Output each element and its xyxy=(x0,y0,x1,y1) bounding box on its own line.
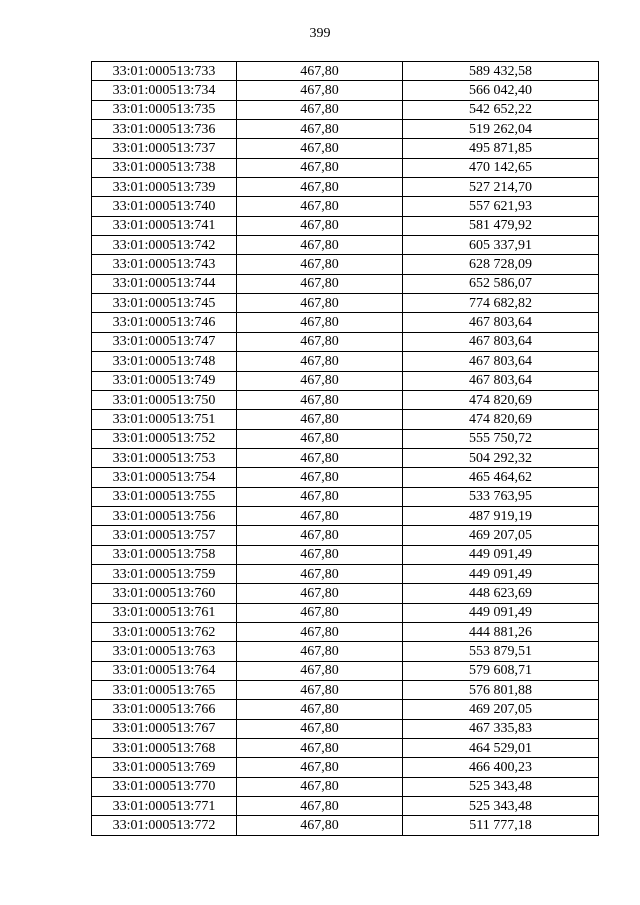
cadastral-number-cell: 33:01:000513:759 xyxy=(92,564,237,583)
table-row xyxy=(92,797,599,816)
value-cell: 467 803,64 xyxy=(403,352,599,371)
value-cell: 467 803,64 xyxy=(403,332,599,351)
area-cell: 467,80 xyxy=(237,545,403,564)
cadastral-number-cell: 33:01:000513:740 xyxy=(92,197,237,216)
cadastral-number-cell: 33:01:000513:736 xyxy=(92,120,237,139)
cadastral-number-cell: 33:01:000513:768 xyxy=(92,739,237,758)
area-cell: 467,80 xyxy=(237,139,403,158)
table-row xyxy=(92,506,599,525)
area-cell: 467,80 xyxy=(237,758,403,777)
area-cell: 467,80 xyxy=(237,642,403,661)
area-cell: 467,80 xyxy=(237,622,403,641)
cadastral-number-cell: 33:01:000513:742 xyxy=(92,236,237,255)
value-cell: 525 343,48 xyxy=(403,797,599,816)
area-cell: 467,80 xyxy=(237,487,403,506)
table-row xyxy=(92,487,599,506)
value-cell: 487 919,19 xyxy=(403,506,599,525)
cadastral-number-cell: 33:01:000513:771 xyxy=(92,797,237,816)
cadastral-number-cell: 33:01:000513:756 xyxy=(92,506,237,525)
cadastral-number-cell: 33:01:000513:765 xyxy=(92,681,237,700)
area-cell: 467,80 xyxy=(237,584,403,603)
cadastral-number-cell: 33:01:000513:745 xyxy=(92,294,237,313)
cadastral-number-cell: 33:01:000513:751 xyxy=(92,410,237,429)
value-cell: 449 091,49 xyxy=(403,545,599,564)
table-row xyxy=(92,681,599,700)
table-row xyxy=(92,777,599,796)
page-number: 399 xyxy=(309,26,331,41)
cadastral-number-cell: 33:01:000513:769 xyxy=(92,758,237,777)
table-row xyxy=(92,236,599,255)
table-row xyxy=(92,816,599,835)
cadastral-number-cell: 33:01:000513:764 xyxy=(92,661,237,680)
cadastral-number-cell: 33:01:000513:744 xyxy=(92,274,237,293)
table-row xyxy=(92,371,599,390)
area-cell: 467,80 xyxy=(237,158,403,177)
table-row xyxy=(92,100,599,119)
value-cell: 464 529,01 xyxy=(403,739,599,758)
area-cell: 467,80 xyxy=(237,719,403,738)
area-cell: 467,80 xyxy=(237,197,403,216)
area-cell: 467,80 xyxy=(237,564,403,583)
area-cell: 467,80 xyxy=(237,255,403,274)
value-cell: 444 881,26 xyxy=(403,622,599,641)
table-row xyxy=(92,719,599,738)
cadastral-number-cell: 33:01:000513:739 xyxy=(92,178,237,197)
value-cell: 469 207,05 xyxy=(403,700,599,719)
table-row xyxy=(92,158,599,177)
value-cell: 553 879,51 xyxy=(403,642,599,661)
table-row xyxy=(92,178,599,197)
area-cell: 467,80 xyxy=(237,700,403,719)
cadastral-number-cell: 33:01:000513:746 xyxy=(92,313,237,332)
area-cell: 467,80 xyxy=(237,429,403,448)
value-cell: 495 871,85 xyxy=(403,139,599,158)
cadastral-number-cell: 33:01:000513:762 xyxy=(92,622,237,641)
cadastral-number-cell: 33:01:000513:757 xyxy=(92,526,237,545)
table-row xyxy=(92,197,599,216)
cadastral-number-cell: 33:01:000513:761 xyxy=(92,603,237,622)
area-cell: 467,80 xyxy=(237,332,403,351)
table-row xyxy=(92,429,599,448)
value-cell: 465 464,62 xyxy=(403,468,599,487)
table-row xyxy=(92,642,599,661)
value-cell: 527 214,70 xyxy=(403,178,599,197)
area-cell: 467,80 xyxy=(237,274,403,293)
area-cell: 467,80 xyxy=(237,448,403,467)
table-row xyxy=(92,564,599,583)
area-cell: 467,80 xyxy=(237,62,403,81)
value-cell: 511 777,18 xyxy=(403,816,599,835)
table-row xyxy=(92,352,599,371)
area-cell: 467,80 xyxy=(237,120,403,139)
value-cell: 519 262,04 xyxy=(403,120,599,139)
cadastral-number-cell: 33:01:000513:767 xyxy=(92,719,237,738)
value-cell: 581 479,92 xyxy=(403,216,599,235)
table-row xyxy=(92,545,599,564)
value-cell: 605 337,91 xyxy=(403,236,599,255)
area-cell: 467,80 xyxy=(237,410,403,429)
table-row xyxy=(92,81,599,100)
area-cell: 467,80 xyxy=(237,100,403,119)
table-row xyxy=(92,294,599,313)
value-cell: 628 728,09 xyxy=(403,255,599,274)
area-cell: 467,80 xyxy=(237,371,403,390)
value-cell: 504 292,32 xyxy=(403,448,599,467)
cadastral-number-cell: 33:01:000513:772 xyxy=(92,816,237,835)
value-cell: 533 763,95 xyxy=(403,487,599,506)
table-row xyxy=(92,622,599,641)
value-cell: 525 343,48 xyxy=(403,777,599,796)
cadastral-number-cell: 33:01:000513:758 xyxy=(92,545,237,564)
area-cell: 467,80 xyxy=(237,390,403,409)
table-row xyxy=(92,410,599,429)
table-row xyxy=(92,62,599,81)
value-cell: 474 820,69 xyxy=(403,390,599,409)
table-row xyxy=(92,603,599,622)
cadastral-number-cell: 33:01:000513:738 xyxy=(92,158,237,177)
area-cell: 467,80 xyxy=(237,178,403,197)
value-cell: 474 820,69 xyxy=(403,410,599,429)
table-row xyxy=(92,584,599,603)
cadastral-table xyxy=(91,61,599,836)
area-cell: 467,80 xyxy=(237,816,403,835)
value-cell: 470 142,65 xyxy=(403,158,599,177)
value-cell: 448 623,69 xyxy=(403,584,599,603)
table-row xyxy=(92,274,599,293)
value-cell: 589 432,58 xyxy=(403,62,599,81)
cadastral-number-cell: 33:01:000513:747 xyxy=(92,332,237,351)
value-cell: 579 608,71 xyxy=(403,661,599,680)
area-cell: 467,80 xyxy=(237,797,403,816)
value-cell: 467 803,64 xyxy=(403,313,599,332)
value-cell: 467 335,83 xyxy=(403,719,599,738)
cadastral-number-cell: 33:01:000513:752 xyxy=(92,429,237,448)
cadastral-number-cell: 33:01:000513:766 xyxy=(92,700,237,719)
cadastral-number-cell: 33:01:000513:760 xyxy=(92,584,237,603)
table-row xyxy=(92,739,599,758)
cadastral-number-cell: 33:01:000513:737 xyxy=(92,139,237,158)
table-row xyxy=(92,313,599,332)
area-cell: 467,80 xyxy=(237,294,403,313)
value-cell: 652 586,07 xyxy=(403,274,599,293)
table-row xyxy=(92,139,599,158)
table-row xyxy=(92,390,599,409)
cadastral-number-cell: 33:01:000513:749 xyxy=(92,371,237,390)
cadastral-number-cell: 33:01:000513:741 xyxy=(92,216,237,235)
cadastral-number-cell: 33:01:000513:734 xyxy=(92,81,237,100)
table-row xyxy=(92,216,599,235)
area-cell: 467,80 xyxy=(237,526,403,545)
table-row xyxy=(92,526,599,545)
table-row xyxy=(92,758,599,777)
value-cell: 566 042,40 xyxy=(403,81,599,100)
value-cell: 542 652,22 xyxy=(403,100,599,119)
value-cell: 467 803,64 xyxy=(403,371,599,390)
table-row xyxy=(92,700,599,719)
area-cell: 467,80 xyxy=(237,506,403,525)
value-cell: 555 750,72 xyxy=(403,429,599,448)
value-cell: 557 621,93 xyxy=(403,197,599,216)
area-cell: 467,80 xyxy=(237,313,403,332)
area-cell: 467,80 xyxy=(237,236,403,255)
cadastral-number-cell: 33:01:000513:733 xyxy=(92,62,237,81)
table-row xyxy=(92,468,599,487)
value-cell: 774 682,82 xyxy=(403,294,599,313)
area-cell: 467,80 xyxy=(237,777,403,796)
table-row xyxy=(92,120,599,139)
value-cell: 466 400,23 xyxy=(403,758,599,777)
cadastral-number-cell: 33:01:000513:748 xyxy=(92,352,237,371)
cadastral-number-cell: 33:01:000513:770 xyxy=(92,777,237,796)
value-cell: 449 091,49 xyxy=(403,603,599,622)
area-cell: 467,80 xyxy=(237,352,403,371)
cadastral-number-cell: 33:01:000513:763 xyxy=(92,642,237,661)
area-cell: 467,80 xyxy=(237,681,403,700)
cadastral-number-cell: 33:01:000513:755 xyxy=(92,487,237,506)
value-cell: 449 091,49 xyxy=(403,564,599,583)
cadastral-number-cell: 33:01:000513:753 xyxy=(92,448,237,467)
table-row xyxy=(92,448,599,467)
area-cell: 467,80 xyxy=(237,81,403,100)
cadastral-number-cell: 33:01:000513:750 xyxy=(92,390,237,409)
table-row xyxy=(92,332,599,351)
cadastral-number-cell: 33:01:000513:743 xyxy=(92,255,237,274)
value-cell: 469 207,05 xyxy=(403,526,599,545)
area-cell: 467,80 xyxy=(237,216,403,235)
area-cell: 467,80 xyxy=(237,661,403,680)
cadastral-number-cell: 33:01:000513:735 xyxy=(92,100,237,119)
area-cell: 467,80 xyxy=(237,468,403,487)
table-row xyxy=(92,661,599,680)
table-row xyxy=(92,255,599,274)
table-body xyxy=(92,62,599,836)
area-cell: 467,80 xyxy=(237,603,403,622)
cadastral-number-cell: 33:01:000513:754 xyxy=(92,468,237,487)
area-cell: 467,80 xyxy=(237,739,403,758)
value-cell: 576 801,88 xyxy=(403,681,599,700)
